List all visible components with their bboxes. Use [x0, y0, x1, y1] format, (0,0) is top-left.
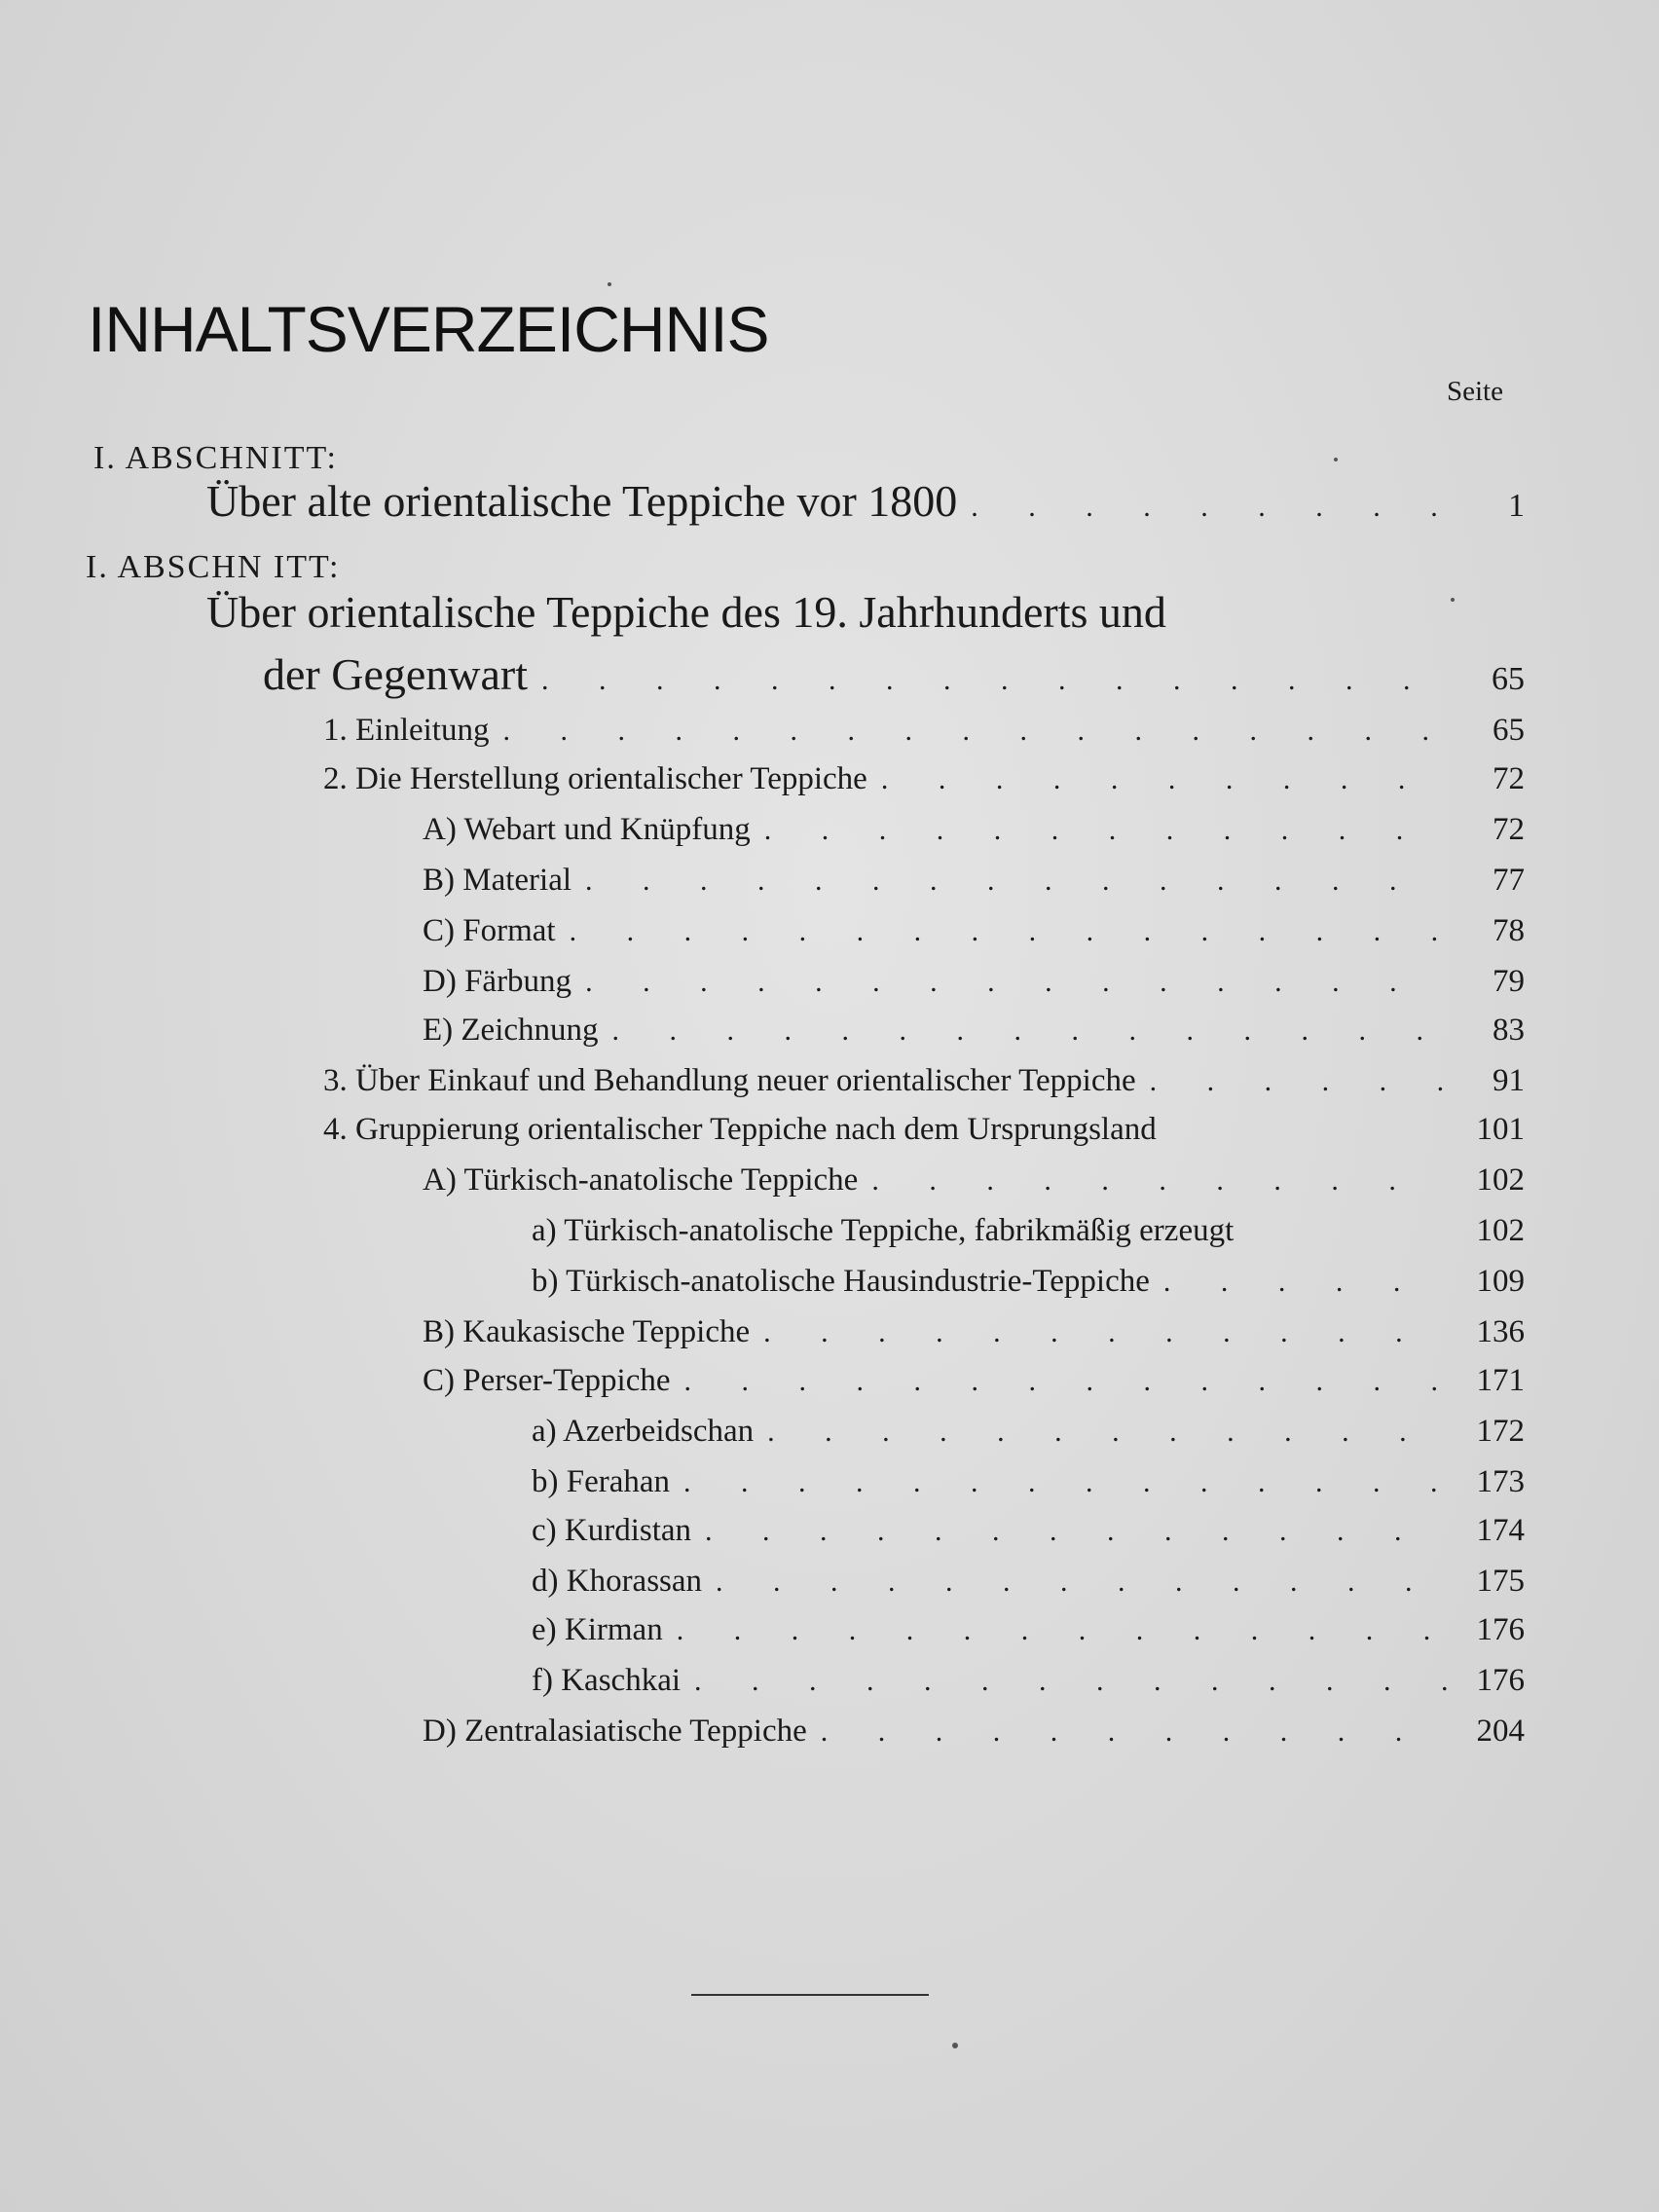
toc-entry-label: Über alte orientalische Teppiche vor 1800	[206, 476, 958, 526]
toc-entry: a) Türkisch-anatolische Teppiche, fabrikmäßig erzeugt 102	[532, 1213, 1525, 1248]
toc-entry: C) Format . . . 78	[423, 913, 1525, 949]
toc-entry: b) Türkisch-anatolische Hausindustrie-Teppiche . . . 109	[532, 1264, 1525, 1300]
section-2-title-line-1: Über orientalische Teppiche des 19. Jahrhunderts und	[206, 587, 1166, 637]
leader-dots	[881, 763, 1447, 796]
toc-entry-section-2	[263, 648, 1525, 700]
page-column-label: Seite	[1447, 376, 1503, 407]
toc-page-number: 176	[1476, 1663, 1525, 1698]
toc-page-number: 204	[1476, 1714, 1525, 1749]
toc-entry-label: der Gegenwart	[263, 649, 529, 699]
toc-entry: 3. Über Einkauf und Behandlung neuer orientalischer Teppiche . . . 91	[323, 1063, 1525, 1099]
section-heading-2: I. ABSCHN ITT:	[86, 549, 341, 585]
toc-page-number: 102	[1476, 1162, 1525, 1198]
leader-dots	[763, 1316, 1447, 1349]
toc-entry: 4. Gruppierung orientalischer Teppiche nach dem Ursprungsland 101	[323, 1112, 1525, 1147]
leader-dots	[705, 1515, 1447, 1548]
toc-page-number: 65	[1493, 713, 1525, 748]
toc-page-number: 83	[1493, 1013, 1525, 1048]
toc-entry: D) Färbung . . . 79	[423, 964, 1525, 1000]
leader-dots	[585, 865, 1447, 898]
page-title: INHALTSVERZEICHNIS	[88, 293, 769, 365]
toc-entry: f) Kaschkai . . . 176	[532, 1663, 1525, 1699]
toc-entry: e) Kirman . . . 176	[532, 1612, 1525, 1648]
toc-page-number: 79	[1493, 964, 1525, 999]
leader-dots	[821, 1715, 1447, 1749]
toc-entry: B) Kaukasische Teppiche . . . 136	[423, 1314, 1525, 1350]
toc-page-number: 91	[1493, 1063, 1525, 1098]
leader-dots	[585, 966, 1447, 999]
toc-entry: A) Webart und Knüpfung . . . 72	[423, 812, 1525, 848]
leader-dots	[1163, 1266, 1447, 1299]
leader-dots	[684, 1365, 1447, 1398]
toc-page-number: 101	[1476, 1112, 1525, 1147]
toc-page-number: 173	[1476, 1464, 1525, 1499]
toc-page-number: 72	[1493, 812, 1525, 847]
toc-entry: b) Ferahan . . . 173	[532, 1464, 1525, 1500]
leader-dots	[677, 1614, 1447, 1647]
toc-page-number: 72	[1493, 761, 1525, 796]
toc-entry: A) Türkisch-anatolische Teppiche . . . 102	[423, 1162, 1525, 1198]
toc-page-number: 176	[1476, 1612, 1525, 1647]
toc-page-number: 136	[1476, 1314, 1525, 1349]
dust-speck	[1334, 458, 1338, 461]
leader-dots	[570, 915, 1447, 948]
leader-dots	[502, 715, 1447, 748]
toc-entry: a) Azerbeidschan . . . 172	[532, 1414, 1525, 1450]
toc-page-number: 172	[1476, 1414, 1525, 1449]
toc-entry: D) Zentralasiatische Teppiche . . . 204	[423, 1714, 1525, 1750]
section-heading-1: I. ABSCHNITT:	[93, 440, 338, 476]
toc-entry: B) Material . . . 77	[423, 863, 1525, 899]
toc-page-number: 174	[1476, 1513, 1525, 1548]
toc-entry: 2. Die Herstellung orientalischer Teppiche . . . 72	[323, 761, 1525, 797]
dust-speck	[608, 282, 611, 286]
toc-entry: 1. Einleitung . . . 65	[323, 713, 1525, 749]
toc-page-number: 65	[1492, 661, 1525, 697]
leader-dots	[767, 1416, 1447, 1449]
dust-speck	[952, 2043, 958, 2048]
leader-dots	[1150, 1065, 1447, 1098]
leader-dots	[716, 1566, 1447, 1599]
bleed-through-text	[1061, 195, 1078, 262]
leader-dots	[694, 1665, 1447, 1698]
leader-dots	[871, 1164, 1447, 1198]
leader-dots	[612, 1014, 1447, 1048]
toc-page-number: 175	[1476, 1564, 1525, 1599]
toc-page-number: 102	[1476, 1213, 1525, 1248]
toc-entry: c) Kurdistan . . . 174	[532, 1513, 1525, 1549]
dust-speck	[1451, 598, 1455, 602]
toc-entry: d) Khorassan . . . 175	[532, 1564, 1525, 1600]
toc-entry: C) Perser-Teppiche . . . 171	[423, 1363, 1525, 1399]
leader-dots	[541, 664, 1447, 697]
toc-entry: E) Zeichnung . . . 83	[423, 1013, 1525, 1049]
leader-dots	[971, 491, 1447, 524]
closing-rule	[691, 1994, 929, 1996]
toc-page-number: 1	[1508, 488, 1525, 524]
leader-dots	[683, 1466, 1447, 1499]
toc-page-number: 77	[1493, 863, 1525, 898]
toc-page-number: 109	[1476, 1264, 1525, 1299]
toc-page-number: 78	[1493, 913, 1525, 948]
leader-dots	[764, 814, 1447, 847]
toc-page-number: 171	[1476, 1363, 1525, 1398]
toc-entry-section-1	[206, 475, 1525, 527]
